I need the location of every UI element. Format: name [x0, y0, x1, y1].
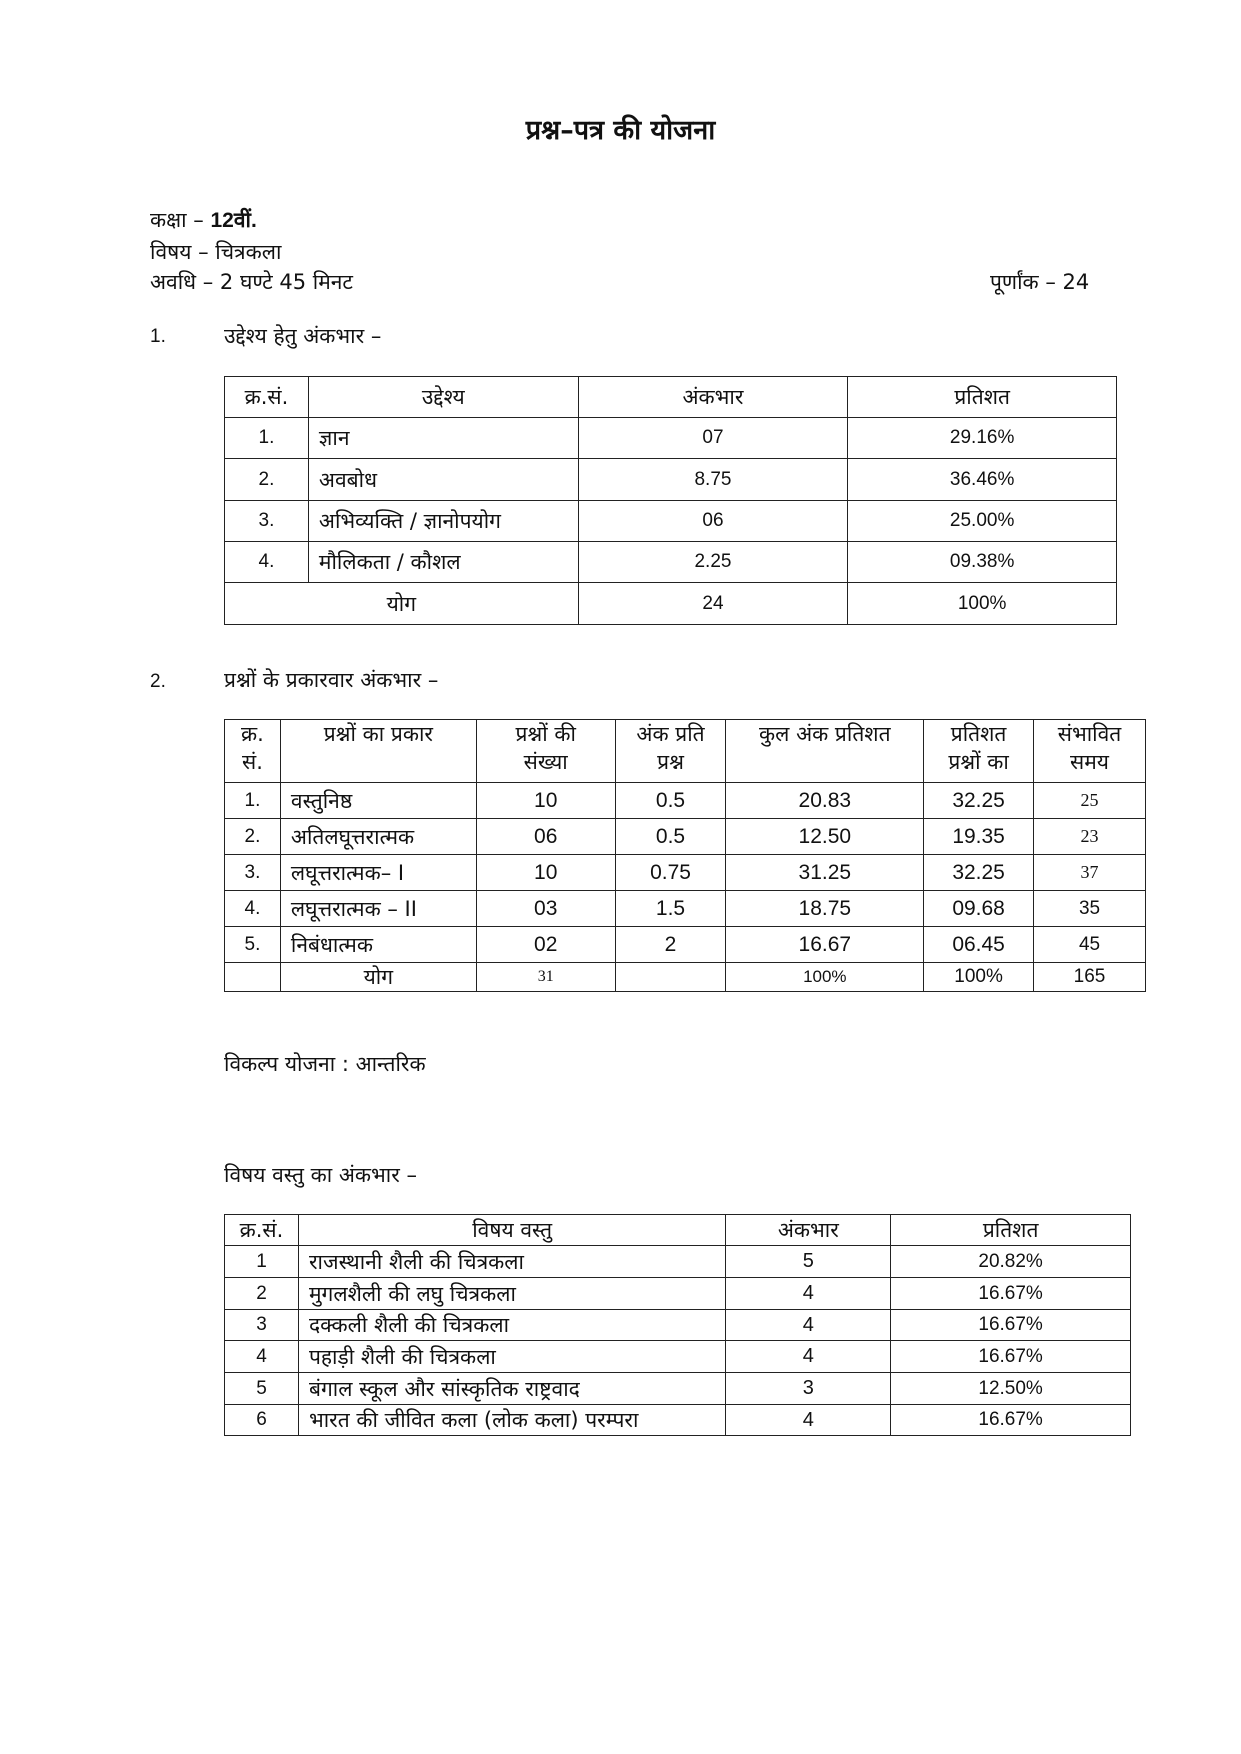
table-row: [225, 1405, 1131, 1436]
page-title: प्रश्न–पत्र की योजना: [525, 115, 716, 146]
table-cell: 32.25: [924, 855, 1034, 891]
table-cell: 2: [615, 927, 726, 963]
table-cell: 12.50: [726, 819, 924, 855]
table-row: [225, 459, 1117, 501]
header-line: प्रश्नों का: [948, 750, 1009, 774]
header-cell: क्र.सं.: [225, 377, 309, 418]
table-header-row: [225, 720, 1146, 783]
table-header-row: [225, 1215, 1131, 1246]
class-value: 12वीं.: [210, 209, 257, 232]
table-cell: वस्तुनिष्ठ: [280, 783, 476, 819]
table-cell: 16.67%: [891, 1341, 1131, 1373]
table-cell: 2.: [225, 819, 281, 855]
table-cell: 06.45: [924, 927, 1034, 963]
header-cell: विषय वस्तु: [298, 1215, 725, 1246]
table-cell: 09.68: [924, 891, 1034, 927]
table-cell: 6: [225, 1405, 299, 1436]
table-cell: 5.: [225, 927, 281, 963]
table-cell: 37: [1034, 855, 1146, 891]
table-cell: 1.: [225, 783, 281, 819]
table-cell: 29.16%: [848, 418, 1117, 459]
table-cell: 06: [578, 501, 848, 542]
header-cell: [726, 720, 924, 783]
header-cell: क्र.सं.: [225, 1215, 299, 1246]
option-scheme: विकल्प योजना : आन्तरिक: [224, 1052, 426, 1076]
table-cell: 02: [476, 927, 615, 963]
header-cell: [476, 720, 615, 783]
total-label: योग: [225, 583, 579, 625]
table-row: [225, 855, 1146, 891]
table-row: [225, 1341, 1131, 1373]
table-cell: 20.83: [726, 783, 924, 819]
header-cell: [225, 720, 281, 783]
table-cell: लघूत्तरात्मक– I: [280, 855, 476, 891]
class-label: कक्षा –: [150, 208, 211, 232]
table-total-row: [225, 963, 1146, 992]
table-cell: 45: [1034, 927, 1146, 963]
content-weight-table: [224, 1214, 1131, 1436]
table-cell: 3: [225, 1310, 299, 1341]
table-cell: 36.46%: [848, 459, 1117, 501]
table-cell: [225, 963, 281, 992]
table-cell: 4.: [225, 891, 281, 927]
table-cell: 19.35: [924, 819, 1034, 855]
table-cell: 2: [225, 1278, 299, 1310]
table-cell: 16.67%: [891, 1278, 1131, 1310]
header-line: प्रश्नों की: [515, 722, 576, 746]
table-cell: 32.25: [924, 783, 1034, 819]
section3-title: विषय वस्तु का अंकभार –: [224, 1163, 417, 1187]
table-cell: 5: [225, 1373, 299, 1405]
table-cell: पहाड़ी शैली की चित्रकला: [298, 1341, 725, 1373]
table-cell: 0.5: [615, 819, 726, 855]
table-header-row: [225, 377, 1117, 418]
table-cell: 09.38%: [848, 542, 1117, 583]
section1-number: 1.: [150, 326, 166, 347]
table-cell: 12.50%: [891, 1373, 1131, 1405]
table-cell: राजस्थानी शैली की चित्रकला: [298, 1246, 725, 1278]
table-cell: बंगाल स्कूल और सांस्कृतिक राष्ट्रवाद: [298, 1373, 725, 1405]
table-cell: 4: [726, 1341, 891, 1373]
table-cell: [615, 963, 726, 992]
table-total-row: [225, 583, 1117, 625]
table-row: [225, 891, 1146, 927]
table-cell: 03: [476, 891, 615, 927]
table-cell: 165: [1034, 963, 1146, 992]
table-cell: 23: [1034, 819, 1146, 855]
table-row: [225, 819, 1146, 855]
table-row: [225, 783, 1146, 819]
section2-number: 2.: [150, 671, 166, 692]
table-cell: 24: [578, 583, 848, 625]
question-type-weight-table: [224, 719, 1146, 992]
header-line: संख्या: [523, 750, 568, 774]
table-cell: अभिव्यक्ति / ज्ञानोपयोग: [308, 501, 578, 542]
table-cell: 4: [726, 1310, 891, 1341]
table-cell: 3.: [225, 501, 309, 542]
header-cell: प्रतिशत: [848, 377, 1117, 418]
table-cell: 0.5: [615, 783, 726, 819]
table-cell: 20.82%: [891, 1246, 1131, 1278]
table-cell: 2.: [225, 459, 309, 501]
table-cell: अतिलघूत्तरात्मक: [280, 819, 476, 855]
table-cell: भारत की जीवित कला (लोक कला) परम्परा: [298, 1405, 725, 1436]
table-cell: 18.75: [726, 891, 924, 927]
table-row: [225, 1246, 1131, 1278]
table-cell: 07: [578, 418, 848, 459]
table-row: [225, 927, 1146, 963]
header-line: सं.: [242, 750, 263, 774]
table-cell: 4: [726, 1405, 891, 1436]
table-cell: 06: [476, 819, 615, 855]
header-line: कुल अंक प्रतिशत: [759, 722, 891, 746]
table-cell: 16.67%: [891, 1310, 1131, 1341]
header-cell: उद्देश्य: [308, 377, 578, 418]
header-cell: [924, 720, 1034, 783]
table-cell: 1.: [225, 418, 309, 459]
total-label: योग: [280, 963, 476, 992]
duration-line: अवधि – 2 घण्टे 45 मिनट: [150, 270, 354, 294]
full-marks: पूर्णांक – 24: [990, 270, 1090, 294]
table-cell: 2.25: [578, 542, 848, 583]
header-cell: [615, 720, 726, 783]
table-cell: मौलिकता / कौशल: [308, 542, 578, 583]
table-cell: 1.5: [615, 891, 726, 927]
table-cell: 0.75: [615, 855, 726, 891]
table-row: [225, 1373, 1131, 1405]
section2-title: प्रश्नों के प्रकारवार अंकभार –: [224, 668, 439, 692]
header-cell: [1034, 720, 1146, 783]
table-cell: 1: [225, 1246, 299, 1278]
table-cell: 4.: [225, 542, 309, 583]
table-cell: लघूत्तरात्मक – II: [280, 891, 476, 927]
table-cell: 4: [225, 1341, 299, 1373]
table-cell: 10: [476, 783, 615, 819]
table-cell: 25: [1034, 783, 1146, 819]
table-row: [225, 418, 1117, 459]
section1-title: उद्देश्य हेतु अंकभार –: [224, 324, 382, 348]
header-line: क्र.: [241, 722, 264, 746]
table-row: [225, 542, 1117, 583]
table-cell: 5: [726, 1246, 891, 1278]
header-line: प्रश्न: [657, 750, 684, 774]
table-cell: 4: [726, 1278, 891, 1310]
table-cell: 100%: [726, 963, 924, 992]
table-cell: मुगलशैली की लघु चित्रकला: [298, 1278, 725, 1310]
table-cell: 100%: [924, 963, 1034, 992]
header-line: समय: [1070, 750, 1109, 774]
table-row: [225, 501, 1117, 542]
table-cell: 10: [476, 855, 615, 891]
table-cell: 16.67: [726, 927, 924, 963]
header-line: संभावित: [1057, 722, 1122, 746]
header-cell: प्रतिशत: [891, 1215, 1131, 1246]
table-cell: 100%: [848, 583, 1117, 625]
table-cell: 31: [476, 963, 615, 992]
header-cell: अंकभार: [578, 377, 848, 418]
objective-weight-table: [224, 376, 1117, 625]
header-line: प्रश्नों का प्रकार: [323, 722, 433, 746]
table-cell: 3.: [225, 855, 281, 891]
table-cell: दक्कली शैली की चित्रकला: [298, 1310, 725, 1341]
table-cell: अवबोध: [308, 459, 578, 501]
table-row: [225, 1278, 1131, 1310]
table-row: [225, 1310, 1131, 1341]
header-cell: अंकभार: [726, 1215, 891, 1246]
subject-line: विषय – चित्रकला: [150, 240, 282, 264]
header-line: अंक प्रति: [636, 722, 705, 746]
header-cell: [280, 720, 476, 783]
table-cell: 3: [726, 1373, 891, 1405]
table-cell: 8.75: [578, 459, 848, 501]
table-cell: ज्ञान: [308, 418, 578, 459]
table-cell: 16.67%: [891, 1405, 1131, 1436]
table-cell: 35: [1034, 891, 1146, 927]
table-cell: 25.00%: [848, 501, 1117, 542]
class-line: [150, 206, 257, 234]
header-line: प्रतिशत: [950, 722, 1007, 746]
table-cell: निबंधात्मक: [280, 927, 476, 963]
table-cell: 31.25: [726, 855, 924, 891]
